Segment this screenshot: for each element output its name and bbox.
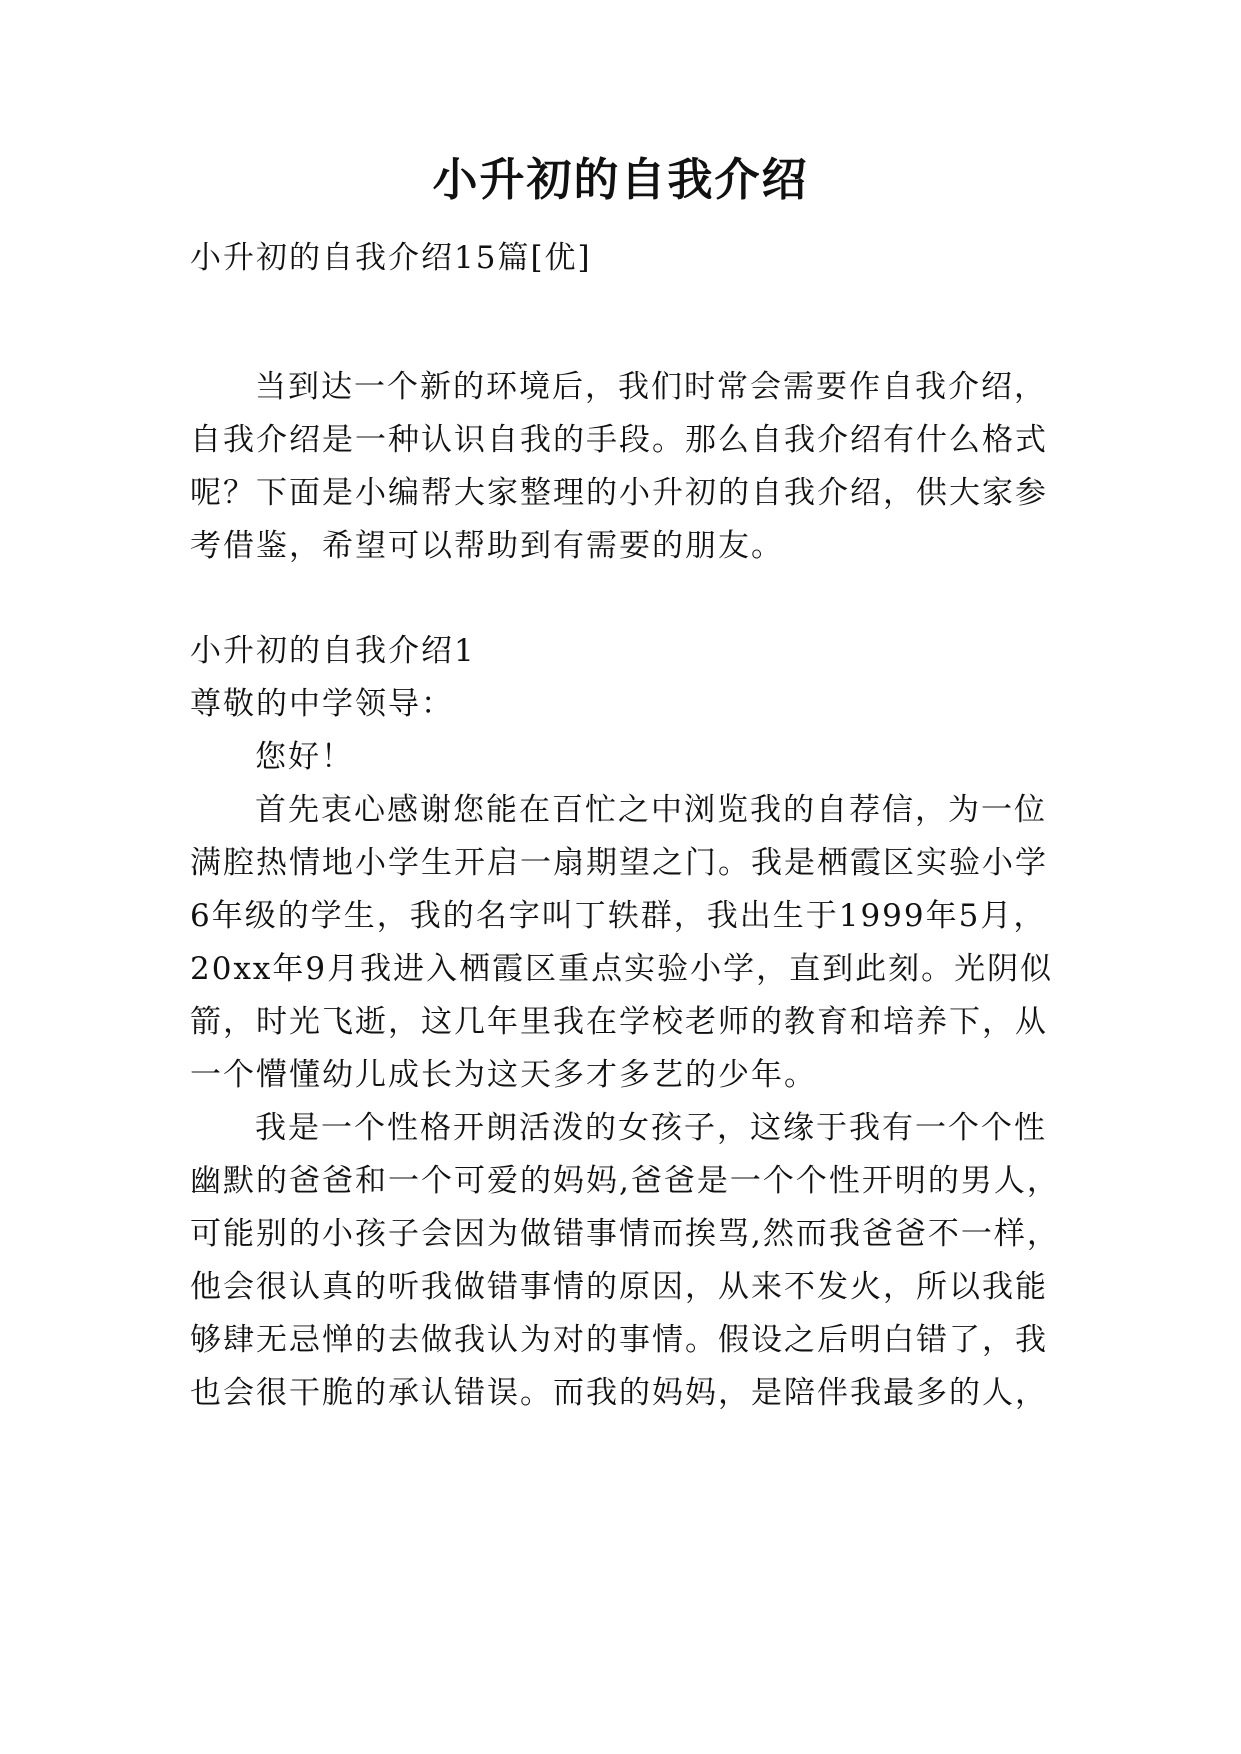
- paragraph2-line-4: 他会很认真的听我做错事情的原因，从来不发火，所以我能: [190, 1269, 1048, 1305]
- page-title: 小升初的自我介绍: [432, 153, 809, 206]
- intro-line-3: 呢？下面是小编帮大家整理的小升初的自我介绍，供大家参: [190, 475, 1048, 511]
- paragraph2-line-5: 够肆无忌惮的去做我认为对的事情。假设之后明白错了，我: [190, 1322, 1048, 1358]
- intro-line-2: 自我介绍是一种认识自我的手段。那么自我介绍有什么格式: [190, 422, 1048, 458]
- intro-line-1: 当到达一个新的环境后，我们时常会需要作自我介绍，: [255, 369, 1047, 405]
- paragraph1-line-6: 一个懵懂幼儿成长为这天多才多艺的少年。: [190, 1057, 817, 1093]
- paragraph2-line-2: 幽默的爸爸和一个可爱的妈妈,爸爸是一个个性开明的男人，: [190, 1163, 1060, 1199]
- paragraph1-line-1: 首先衷心感谢您能在百忙之中浏览我的自荐信，为一位: [255, 792, 1047, 828]
- section-heading: 小升初的自我介绍1: [190, 633, 476, 669]
- greeting: 您好！: [255, 739, 354, 775]
- paragraph2-line-1: 我是一个性格开朗活泼的女孩子，这缘于我有一个个性: [255, 1110, 1047, 1146]
- paragraph1-line-2: 满腔热情地小学生开启一扇期望之门。我是栖霞区实验小学: [190, 845, 1048, 881]
- paragraph2-line-3: 可能别的小孩子会因为做错事情而挨骂,然而我爸爸不一样，: [190, 1216, 1060, 1252]
- paragraph2-line-6: 也会很干脆的承认错误。而我的妈妈，是陪伴我最多的人，: [190, 1375, 1048, 1411]
- paragraph1-line-4: 20xx年9月我进入栖霞区重点实验小学，直到此刻。光阴似: [190, 951, 1054, 987]
- paragraph1-line-3: 6年级的学生，我的名字叫丁轶群，我出生于1999年5月，: [190, 898, 1047, 934]
- salutation: 尊敬的中学领导：: [190, 686, 454, 722]
- intro-line-4: 考借鉴，希望可以帮助到有需要的朋友。: [190, 528, 784, 564]
- document-subtitle: 小升初的自我介绍15篇[优]: [190, 240, 592, 276]
- paragraph1-line-5: 箭，时光飞逝，这几年里我在学校老师的教育和培养下，从: [190, 1004, 1048, 1040]
